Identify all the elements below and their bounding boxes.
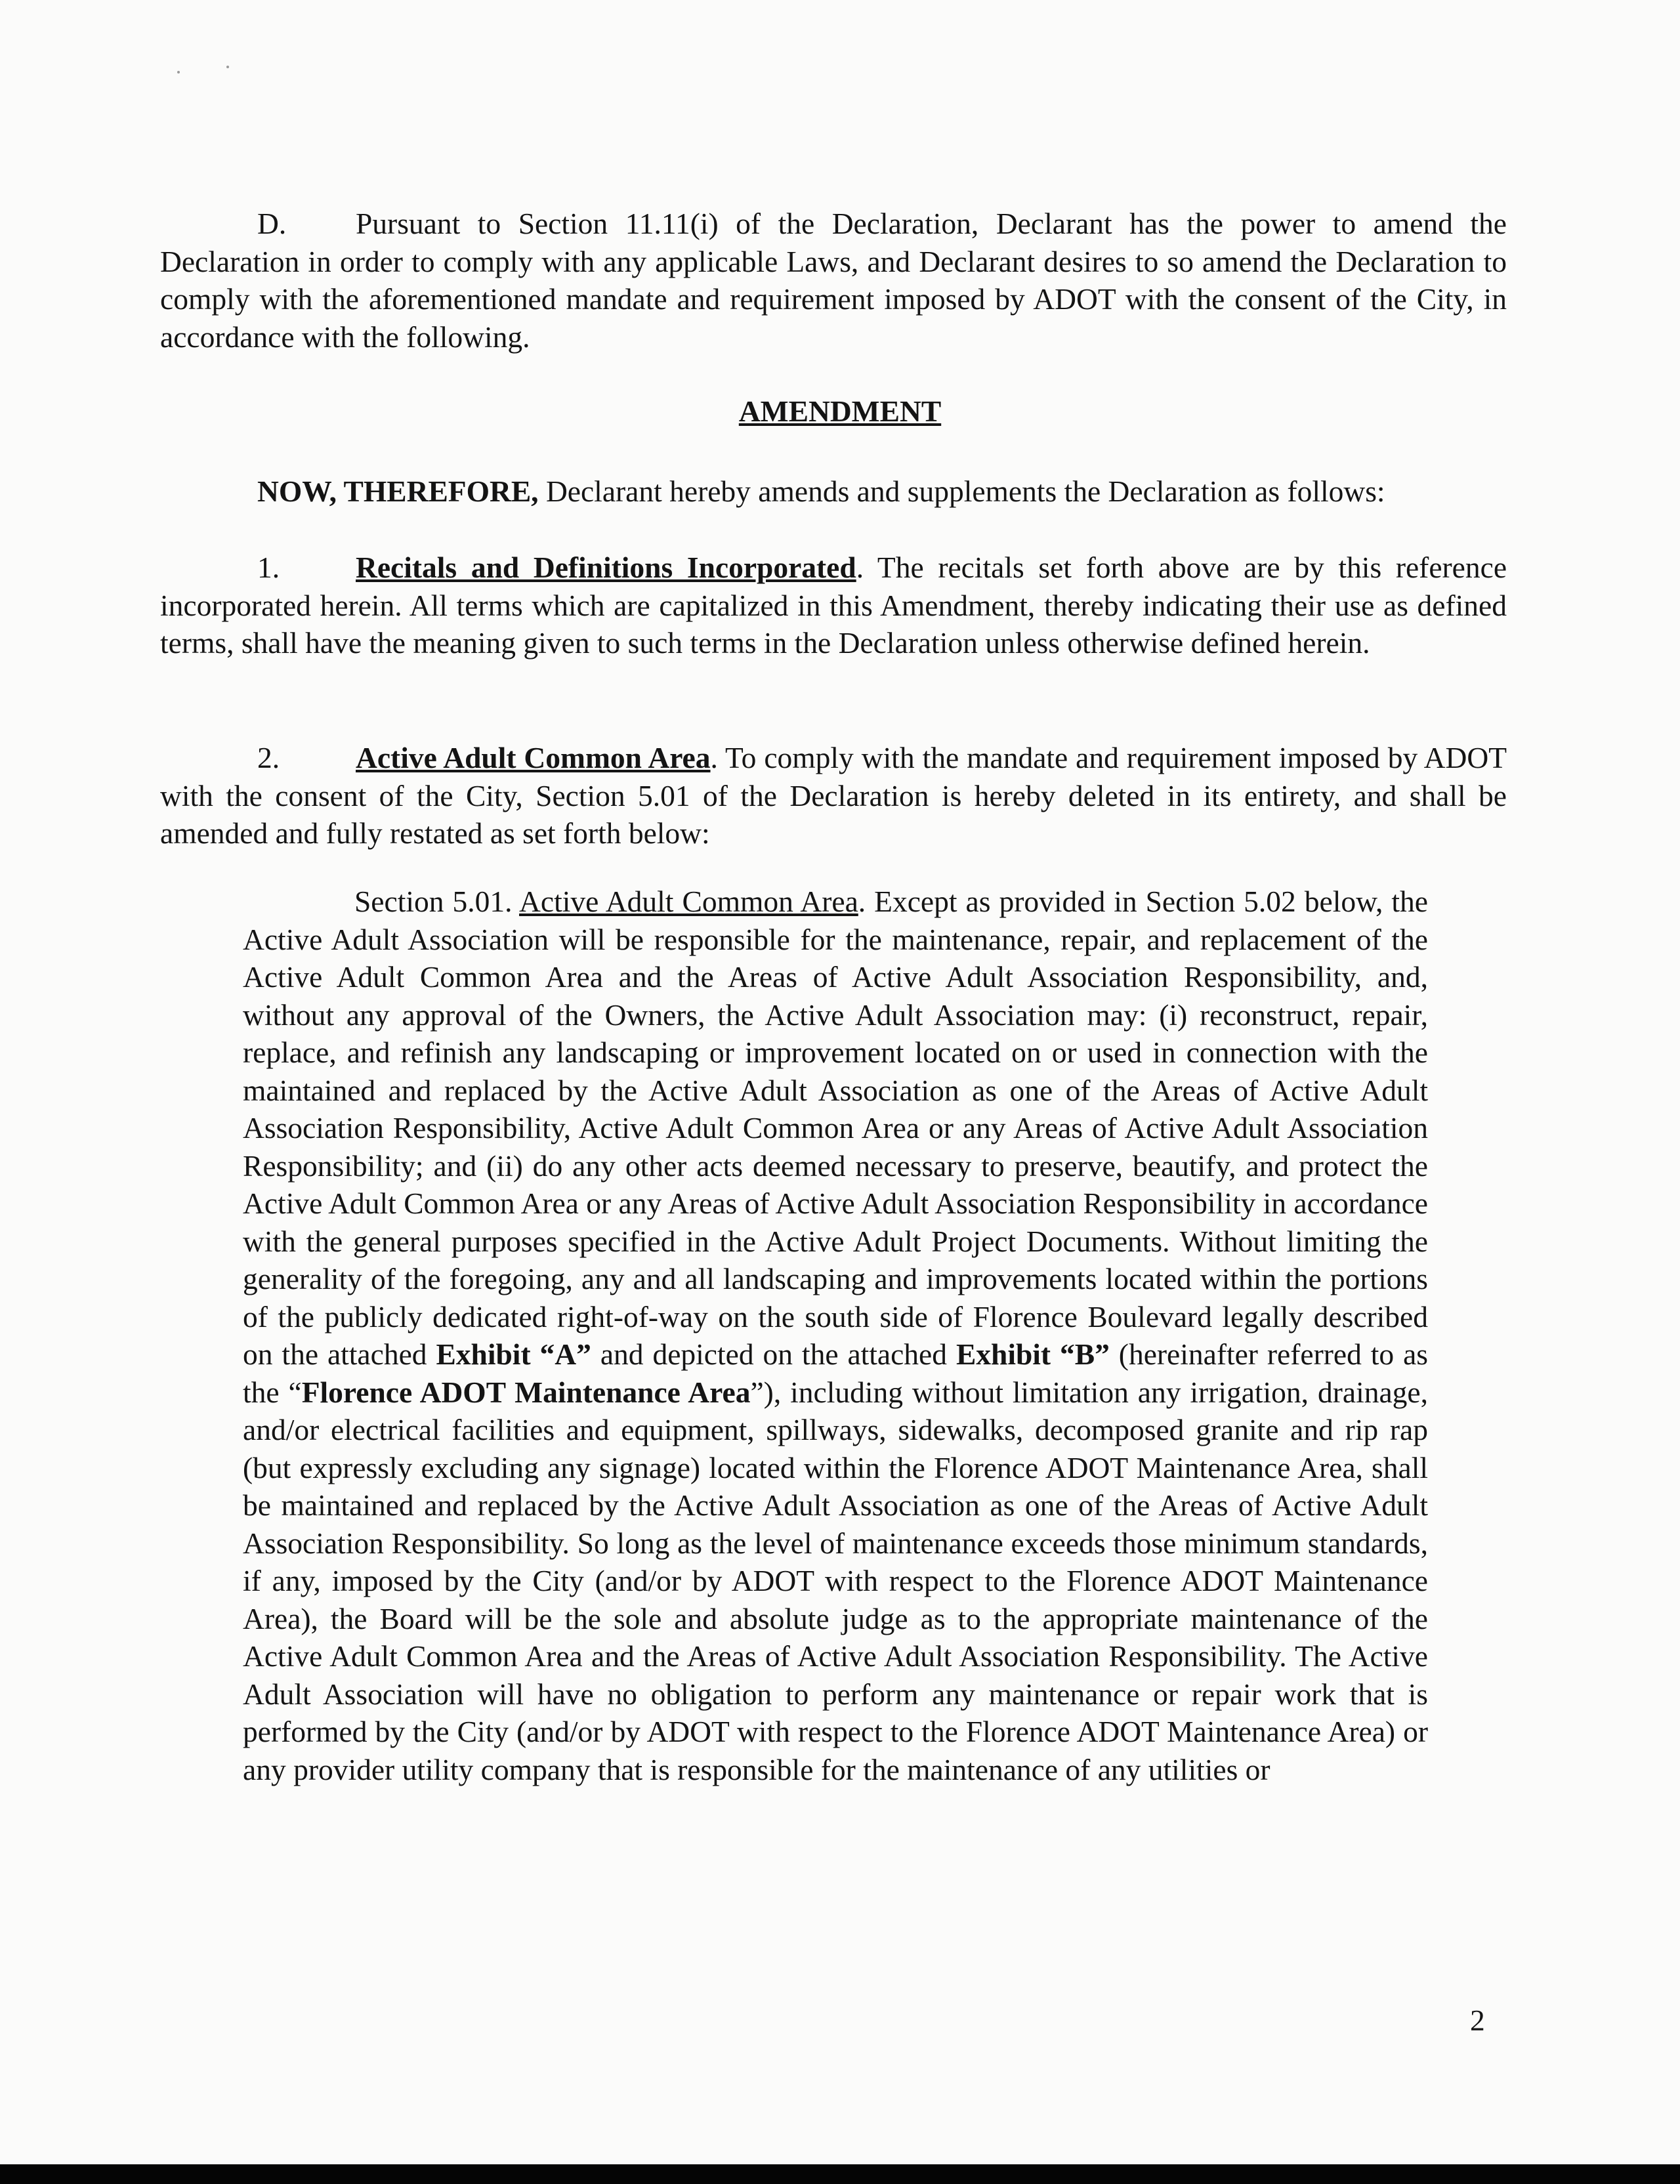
- paragraph-d: [160, 205, 1507, 356]
- section-2-title: Active Adult Common Area: [356, 741, 711, 774]
- exhibit-b-reference: Exhibit “B”: [956, 1337, 1110, 1371]
- scan-border: [0, 2164, 1680, 2184]
- section-2-number: 2.: [257, 741, 280, 774]
- scan-speck: [226, 66, 229, 68]
- paragraph-d-text: Pursuant to Section 11.11(i) of the Declaration, Declarant has the power to amend the Declaration in order to comply with any applicable Laws, and Declarant desires to so amend the Declaration to comply with the aforementioned mandate and requirement imposed by ADOT with the consent of the City, in accordance with the following.: [160, 207, 1507, 354]
- section-5-01-lead: Section 5.01.: [354, 885, 520, 918]
- section-5-01-text-1: . Except as provided in Section 5.02 below, the Active Adult Association will be responsible for the maintenance, repair, and replacement of the Active Adult Common Area and the Areas of Active Adult Association Responsibility, and, without any approval of the Owners, the Active Adult Association may: (i) reconstruct, repair, replace, and refinish any landscaping or improvement located on or used in connection with the maintained and replaced by the Active Adult Association as one of the Areas of Active Adult Association Responsibility, Active Adult Common Area or any Areas of Active Adult Association Responsibility; and (ii) do any other acts deemed necessary to preserve, beautify, and protect the Active Adult Common Area or any Areas of Active Adult Association Responsibility in accordance with the general purposes specified in the Active Adult Project Documents. Without limiting the generality of the foregoing, any and all landscaping and improvements located within the portions of the publicly dedicated right-of-way on the south side of Florence Boulevard legally described on the attached: [243, 885, 1428, 1371]
- section-5-01-title: Active Adult Common Area: [519, 885, 858, 918]
- section-5-01-text-3: (hereinafter referred to as the “: [243, 1337, 1428, 1409]
- section-5-01-text-2: and depicted on the attached: [591, 1337, 956, 1371]
- section-5-01-block: [243, 883, 1428, 1788]
- amendment-heading: AMENDMENT: [738, 394, 942, 428]
- section-1-text: . The recitals set forth above are by this reference incorporated herein. All terms which are capitalized in this Amendment, thereby indicating their use as defined terms, shall have the meaning given to such terms in the Declaration unless otherwise defined herein.: [160, 551, 1507, 660]
- exhibit-a-reference: Exhibit “A”: [436, 1337, 591, 1371]
- now-therefore-text: Declarant hereby amends and supplements the Declaration as follows:: [538, 474, 1385, 508]
- now-therefore-lead: NOW, THEREFORE,: [257, 474, 539, 508]
- section-2-paragraph: [160, 739, 1507, 852]
- section-1-title: Recitals and Definitions Incorporated: [356, 551, 856, 584]
- section-5-01-text-4: ”), including without limitation any irrigation, drainage, and/or electrical facilities and equipment, spillways, sidewalks, decomposed granite and rip rap (but expressly excluding any signage) located within the Florence ADOT Maintenance Area, shall be maintained and replaced by the Active Adult Association as one of the Areas of Active Adult Association Responsibility. So long as the level of maintenance exceeds those minimum standards, if any, imposed by the City (and/or by ADOT with respect to the Florence ADOT Maintenance Area), the Board will be the sole and absolute judge as to the appropriate maintenance of the Active Adult Common Area and the Areas of Active Adult Association Responsibility. The Active Adult Association will have no obligation to perform any maintenance or repair work that is performed by the City (and/or by ADOT with respect to the Florence ADOT Maintenance Area) or any provider utility company that is responsible for the maintenance of any utilities or: [243, 1375, 1428, 1786]
- page-number: 2: [1470, 2004, 1485, 2037]
- now-therefore-paragraph: [160, 472, 1507, 511]
- defined-term: Florence ADOT Maintenance Area: [301, 1375, 751, 1409]
- section-2-text: . To comply with the mandate and requirement imposed by ADOT with the consent of the City, Section 5.01 of the Declaration is hereby deleted in its entirety, and shall be amended and fully restated as set forth below:: [160, 741, 1507, 850]
- scan-speck: [177, 71, 180, 74]
- section-1-number: 1.: [257, 551, 280, 584]
- section-1-paragraph: [160, 549, 1507, 662]
- paragraph-label: D.: [257, 207, 287, 240]
